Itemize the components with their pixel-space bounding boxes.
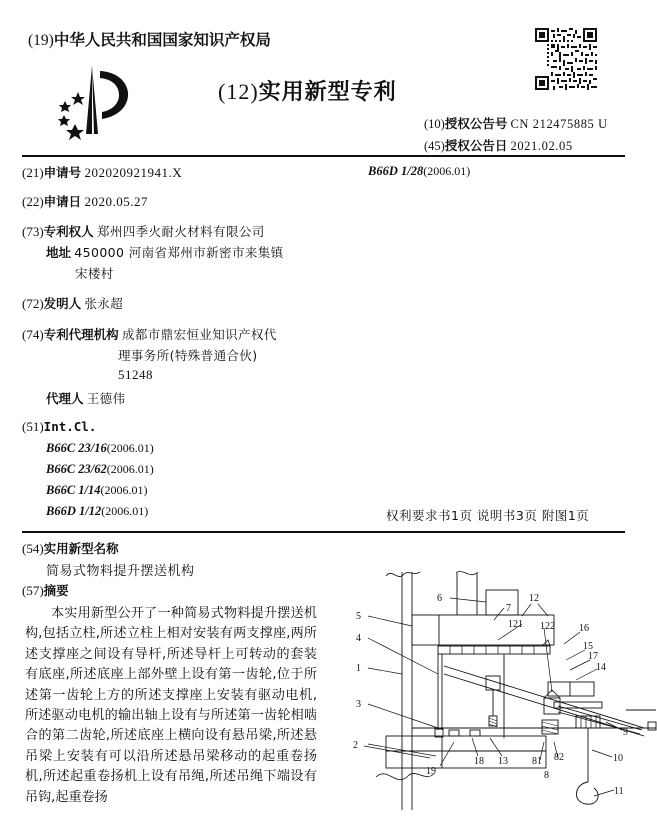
figure-callout: 8 <box>544 770 549 781</box>
publication-date-tag: (45) <box>424 139 445 153</box>
int-cl-tag: (51) <box>22 419 44 434</box>
ipc-code: B66D 1/12 <box>46 504 102 518</box>
agency-label: 专利代理机构 <box>43 327 119 342</box>
figure-callout: 4 <box>356 633 361 644</box>
ipc-entry <box>46 482 148 498</box>
ipc-code: B66C 23/62 <box>46 462 107 476</box>
figure-callout: 17 <box>588 651 598 662</box>
figure-callout: 9 <box>623 727 628 738</box>
publication-date-value: 2021.02.05 <box>510 139 573 153</box>
invention-title-label: 实用新型名称 <box>43 541 119 556</box>
figure-callout: 82 <box>554 752 564 763</box>
address-line-1: 450000 河南省郑州市新密市来集镇 <box>74 245 284 260</box>
abstract-heading <box>22 581 69 599</box>
figure-callout: 2 <box>353 740 358 751</box>
agency-code: 51248 <box>118 367 153 382</box>
publication-date-label: 授权公告日 <box>444 138 508 153</box>
figure-callout: 1 <box>356 663 361 674</box>
figure-callout: 13 <box>498 756 508 767</box>
figure-callout: 3 <box>356 699 361 710</box>
agent-field <box>46 389 125 407</box>
abstract-divider <box>22 531 625 533</box>
application-date-tag: (22) <box>22 194 44 209</box>
invention-title: 简易式物料提升摆送机构 <box>46 564 195 579</box>
main-ipc-version: (2006.01) <box>423 164 471 178</box>
main-ipc-classification <box>368 163 470 179</box>
ipc-version: (2006.01) <box>106 462 154 476</box>
page-count-summary: 权利要求书1页 说明书3页 附图1页 <box>386 508 590 523</box>
int-cl-field <box>22 419 96 435</box>
qr-code-icon <box>535 28 597 90</box>
agency-tag: (74) <box>22 327 44 342</box>
document-type-label: 实用新型专利 <box>258 80 397 105</box>
inventor-field <box>22 294 123 312</box>
applicant-label: 专利权人 <box>43 224 94 239</box>
application-date-field <box>22 192 148 210</box>
inventor-value: 张永超 <box>84 296 124 311</box>
figure-callout: 12 <box>529 593 539 604</box>
int-cl-label: Int.Cl. <box>43 419 97 434</box>
figure-callout: 18 <box>474 756 484 767</box>
figure-callout: 5 <box>356 611 361 622</box>
document-type-code: (12) <box>218 79 259 104</box>
address-field-cont <box>75 264 114 282</box>
ipc-version: (2006.01) <box>100 483 148 497</box>
figure-callout: 121 <box>508 619 523 630</box>
address-line-2: 宋楼村 <box>75 266 114 281</box>
agency-field-cont-2 <box>118 367 153 383</box>
application-number-field <box>22 163 182 181</box>
ipc-version: (2006.01) <box>101 504 149 518</box>
abstract-tag: (57) <box>22 583 44 598</box>
ipc-entry <box>46 440 154 456</box>
ipc-entry <box>46 503 148 519</box>
address-field <box>46 243 284 261</box>
invention-title-heading <box>22 539 119 557</box>
document-type-heading <box>218 75 397 106</box>
application-number-label: 申请号 <box>43 165 82 180</box>
agency-field <box>22 325 277 343</box>
figure-callout: 11 <box>614 786 624 797</box>
figure-callout: 14 <box>596 662 606 673</box>
figure-callout: 122 <box>540 621 555 632</box>
address-label: 地址 <box>46 245 72 260</box>
application-date-value: 2020.05.27 <box>84 194 148 209</box>
ipc-entry <box>46 461 154 477</box>
figure-callout: 16 <box>579 623 589 634</box>
figure-callout: 19 <box>426 766 436 777</box>
applicant-field <box>22 222 265 240</box>
inventor-tag: (72) <box>22 296 44 311</box>
abstract-label: 摘要 <box>43 583 69 598</box>
application-number-tag: (21) <box>22 165 44 180</box>
figure-callout: 15 <box>583 641 593 652</box>
publication-number-tag: (10) <box>424 117 445 131</box>
agent-label: 代理人 <box>46 391 84 406</box>
figure-callout: 6 <box>437 593 442 604</box>
main-ipc-code: B66D 1/28 <box>368 164 424 178</box>
agency-field-cont-1 <box>118 346 258 364</box>
ipc-code: B66C 23/16 <box>46 441 107 455</box>
agent-value: 王德伟 <box>86 391 126 406</box>
patent-figure <box>326 570 657 818</box>
publication-date <box>424 136 573 154</box>
figure-callout: 7 <box>506 603 511 614</box>
figure-callout: 81 <box>532 756 542 767</box>
ipc-code: B66C 1/14 <box>46 483 101 497</box>
application-date-label: 申请日 <box>43 194 82 209</box>
inventor-label: 发明人 <box>43 296 82 311</box>
agency-line-2: 理事务所(特殊普通合伙) <box>118 348 258 363</box>
publication-number <box>424 114 608 132</box>
ipc-version: (2006.01) <box>106 441 154 455</box>
header-divider <box>22 155 625 157</box>
publication-number-value: CN 212475885 U <box>510 117 608 131</box>
office-name: 中华人民共和国国家知识产权局 <box>53 31 271 49</box>
figure-callout: 10 <box>613 753 623 764</box>
publication-number-label: 授权公告号 <box>444 116 508 131</box>
applicant-value: 郑州四季火耐火材料有限公司 <box>96 224 265 239</box>
office-heading <box>28 28 271 50</box>
agency-line-1: 成都市鼎宏恒业知识产权代 <box>121 327 277 342</box>
cnipa-emblem-icon <box>45 62 137 142</box>
country-code: (19) <box>28 32 54 49</box>
invention-title-tag: (54) <box>22 541 44 556</box>
abstract-text: 本实用新型公开了一种简易式物料提升摆送机构,包括立柱,所述立柱上相对安装有两支撑座,两所述支撑座之间设有导杆,所述导杆上可转动的套装有底座,所述底座上部外壁上设有第一齿轮,位于所述第一齿轮上方的所述支撑座上安装有驱动电机,所述驱动电机的输出轴上设有与所述第一齿轮相啮合的第二齿轮,所述底座上横向设有悬吊梁,所述悬吊梁上安装有可以沿所述悬吊梁移动的起重卷扬机,所述起重卷扬机上设有吊绳,所述吊绳下端设有吊钩,起重卷扬 <box>25 606 317 805</box>
applicant-tag: (73) <box>22 224 44 239</box>
application-number-value: 202020921941.X <box>84 165 183 180</box>
